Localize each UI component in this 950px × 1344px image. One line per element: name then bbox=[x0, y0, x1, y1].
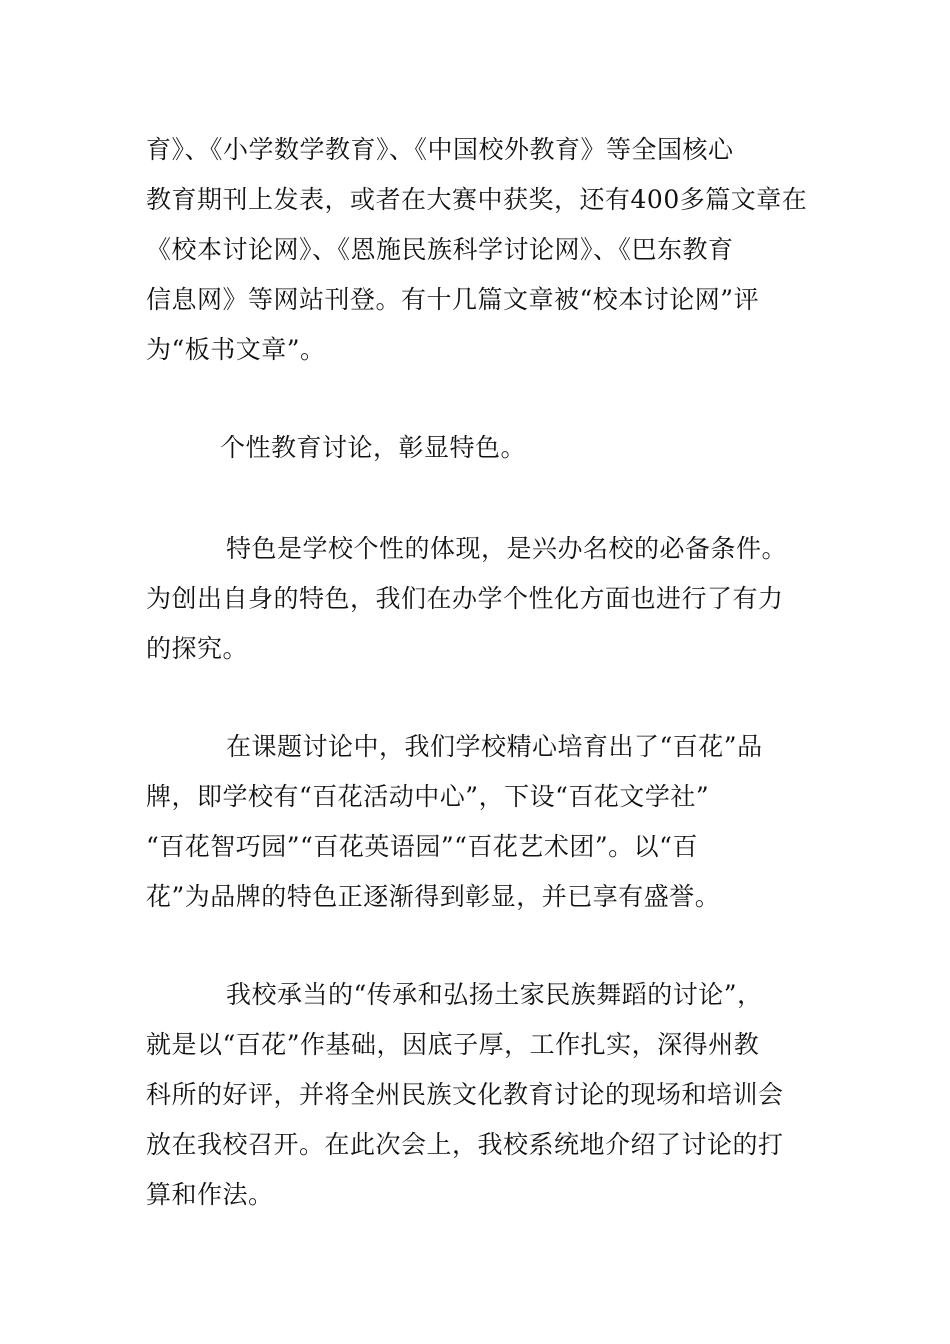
text-line: 我校承当的“传承和弘扬土家民族舞蹈的讨论”， bbox=[226, 980, 763, 1009]
text-line: 育》、《小学数学教育》、《中国校外教育》等全国核心 bbox=[146, 135, 734, 164]
text-line: 在课题讨论中，我们学校精心培育出了“百花”品 bbox=[226, 732, 763, 761]
text-line: 特色是学校个性的体现，是兴办名校的必备条件。 bbox=[226, 534, 788, 563]
text-line: 教育期刊上发表，或者在大赛中获奖，还有400多篇文章在 bbox=[146, 185, 808, 214]
text-line: 放在我校召开。在此次会上，我校系统地介绍了讨论的打 bbox=[146, 1130, 784, 1159]
text-line: 为创出自身的特色，我们在办学个性化方面也进行了有力 bbox=[146, 584, 784, 613]
text-line: 信息网》等网站刊登。有十几篇文章被“校本讨论网”评 bbox=[146, 285, 760, 314]
text-line: 牌，即学校有“百花活动中心”，下设“百花文学社” bbox=[146, 782, 710, 811]
text-line: 花”为品牌的特色正逐渐得到彰显，并已享有盛誉。 bbox=[146, 882, 721, 911]
section-heading bbox=[146, 423, 806, 473]
text-line: 为“板书文章”。 bbox=[146, 335, 326, 364]
text-line: “百花智巧园”“百花英语园”“百花艺术团”。以“百 bbox=[146, 832, 698, 861]
text-line: 《校本讨论网》、《恩施民族科学讨论网》、《巴东教育 bbox=[146, 235, 734, 264]
heading-line: 个性教育讨论，彰显特色。 bbox=[220, 433, 527, 462]
text-line: 的探究。 bbox=[146, 634, 249, 663]
paragraph-publications bbox=[146, 125, 806, 375]
paragraph-characteristics bbox=[146, 524, 806, 674]
paragraph-baihua-brand bbox=[146, 722, 806, 922]
text-line: 就是以“百花”作基础，因底子厚，工作扎实，深得州教 bbox=[146, 1030, 760, 1059]
text-line: 科所的好评，并将全州民族文化教育讨论的现场和培训会 bbox=[146, 1080, 784, 1109]
paragraph-dance-research bbox=[146, 970, 806, 1220]
text-line: 算和作法。 bbox=[146, 1180, 274, 1209]
